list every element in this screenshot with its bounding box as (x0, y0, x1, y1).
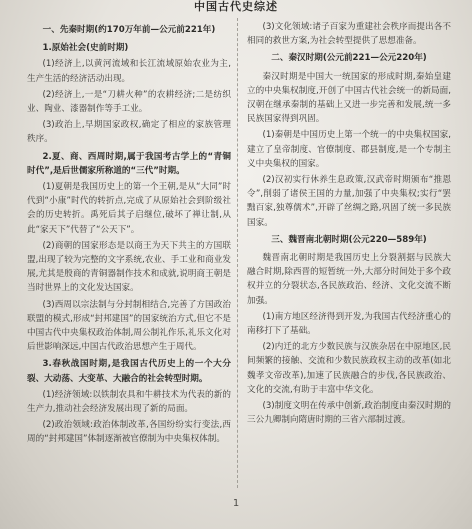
paragraph-item: (2)经济上,一是“刀耕火种”的农耕经济;二是纺织业、陶业、漆器制作等手工业。 (27, 89, 231, 115)
paragraph-item: (1)秦朝是中国历史上第一个统一的中央集权国家,建立了皇帝制度、官僚制度、郡县制度,是一个专制主义中央集权的国家。 (247, 130, 451, 169)
column-divider (237, 18, 238, 488)
paragraph-item: (2)内迁的北方少数民族与汉族杂居在中原地区,民间频繁的接触、交流和少数民族政权主动的改革(如北魏孝文帝改革),加速了民族融合的步伐,各民族政治、文化的交流,有助于丰富中华文化。 (247, 342, 451, 395)
section-intro: 秦汉时期是中国大一统国家的形成时期,秦始皇建立的中央集权制度,开创了中国古代社会统一的新局面,汉朝在继承秦制的基础上又进一步完善和发展,统一多民族国家得到巩固。 (247, 71, 451, 125)
subsection-heading-primitive-society: 1.原始社会(史前时期) (42, 43, 129, 54)
paragraph-item: (3)西周以宗法制与分封制相结合,完善了方国政治联盟的模式,形成“封邦建国”的国家统治方式,但它不是中国古代中央集权政治体制,周公制礼作乐,礼乐文化对后世影响深远,中国古代政治思想产生于周代。 (27, 299, 231, 353)
section-heading-pre-qin: 一、先秦时期(约170万年前—公元前221年) (42, 25, 216, 35)
subsection-heading-xia-shang-zhou: 2.夏、商、西周时期,属于我国考古学上的“青铜时代”,是后世儒家所称道的“三代”时期。 (27, 151, 231, 176)
right-column (247, 20, 451, 429)
paragraph-item: (2)汉初实行休养生息政策,汉武帝时期颁布“推恩令”,削弱了诸侯王国的力量,加强了中央集权;实行“罢黜百家,独尊儒术”,开辟了丝绸之路,巩固了统一多民族国家。 (247, 175, 451, 228)
paragraph-item: (1)经济领域:以铁制农具和牛耕技术为代表的新的生产力,推动社会经济发展出现了新的局面。 (27, 389, 231, 415)
subsection-heading-spring-autumn-warring-states: 3.春秋战国时期,是我国古代历史上的一个大分裂、大动荡、大变革、大融合的社会转型时期。 (27, 359, 231, 384)
section-heading-wei-jin-nanbei: 三、魏晋南北朝时期(公元220—589年) (271, 234, 427, 245)
section-intro: 魏晋南北朝时期是我国历史上分裂割据与民族大融合时期,除西晋的短暂统一外,大部分时间处于多个政权并立的分裂状态,各民族政治、经济、文化交流不断加强。 (247, 253, 451, 306)
paragraph-item: (3)政治上,早期国家政权,确定了相应的家族管理秩序。 (27, 120, 231, 145)
paragraph-item: (1)南方地区经济得到开发,为我国古代经济重心的南移打下了基础。 (247, 311, 451, 337)
paragraph-item: (2)政治领域:政治体制改革,各国纷纷实行变法,西周的“封邦建国”体制逐渐被官僚制为中央集权体制。 (27, 420, 231, 445)
paragraph-item: (1)经济上,以黄河流域和长江流域原始农业为主,生产生活的经济活动出现。 (27, 59, 231, 84)
paragraph-item: (3)制度文明在传承中创新,政治制度由秦汉时期的三公九卿制向隋唐时期的三省六部制过渡。 (247, 401, 451, 426)
section-heading-qin-han: 二、秦汉时期(公元前221—公元220年) (271, 53, 427, 64)
left-column (27, 20, 231, 449)
paragraph-item: (3)文化领域:诸子百家为重建社会秩序而提出各不相同的救世方案,为社会转型提供了思想准备。 (247, 22, 451, 47)
paragraph-item: (1)夏朝是我国历史上的第一个王朝,是从“大同”时代到“小康”时代的转折点,完成了从原始社会到阶级社会的历史转折。禹死后其子启继位,破坏了禅让制,从此“家天下”代替了“公天下”。 (27, 182, 231, 235)
page-title: 中国古代史综述 (194, 0, 278, 13)
paragraph-item: (2)商朝的国家形态是以商王为天下共主的方国联盟,出现了较为完整的文字系统,农业、手工业和商业发展,尤其是殷商的青铜器制作技术和成就,说明商王朝是当时世界上的文化发达国家。 (27, 240, 231, 294)
page-number: 1 (232, 498, 240, 509)
